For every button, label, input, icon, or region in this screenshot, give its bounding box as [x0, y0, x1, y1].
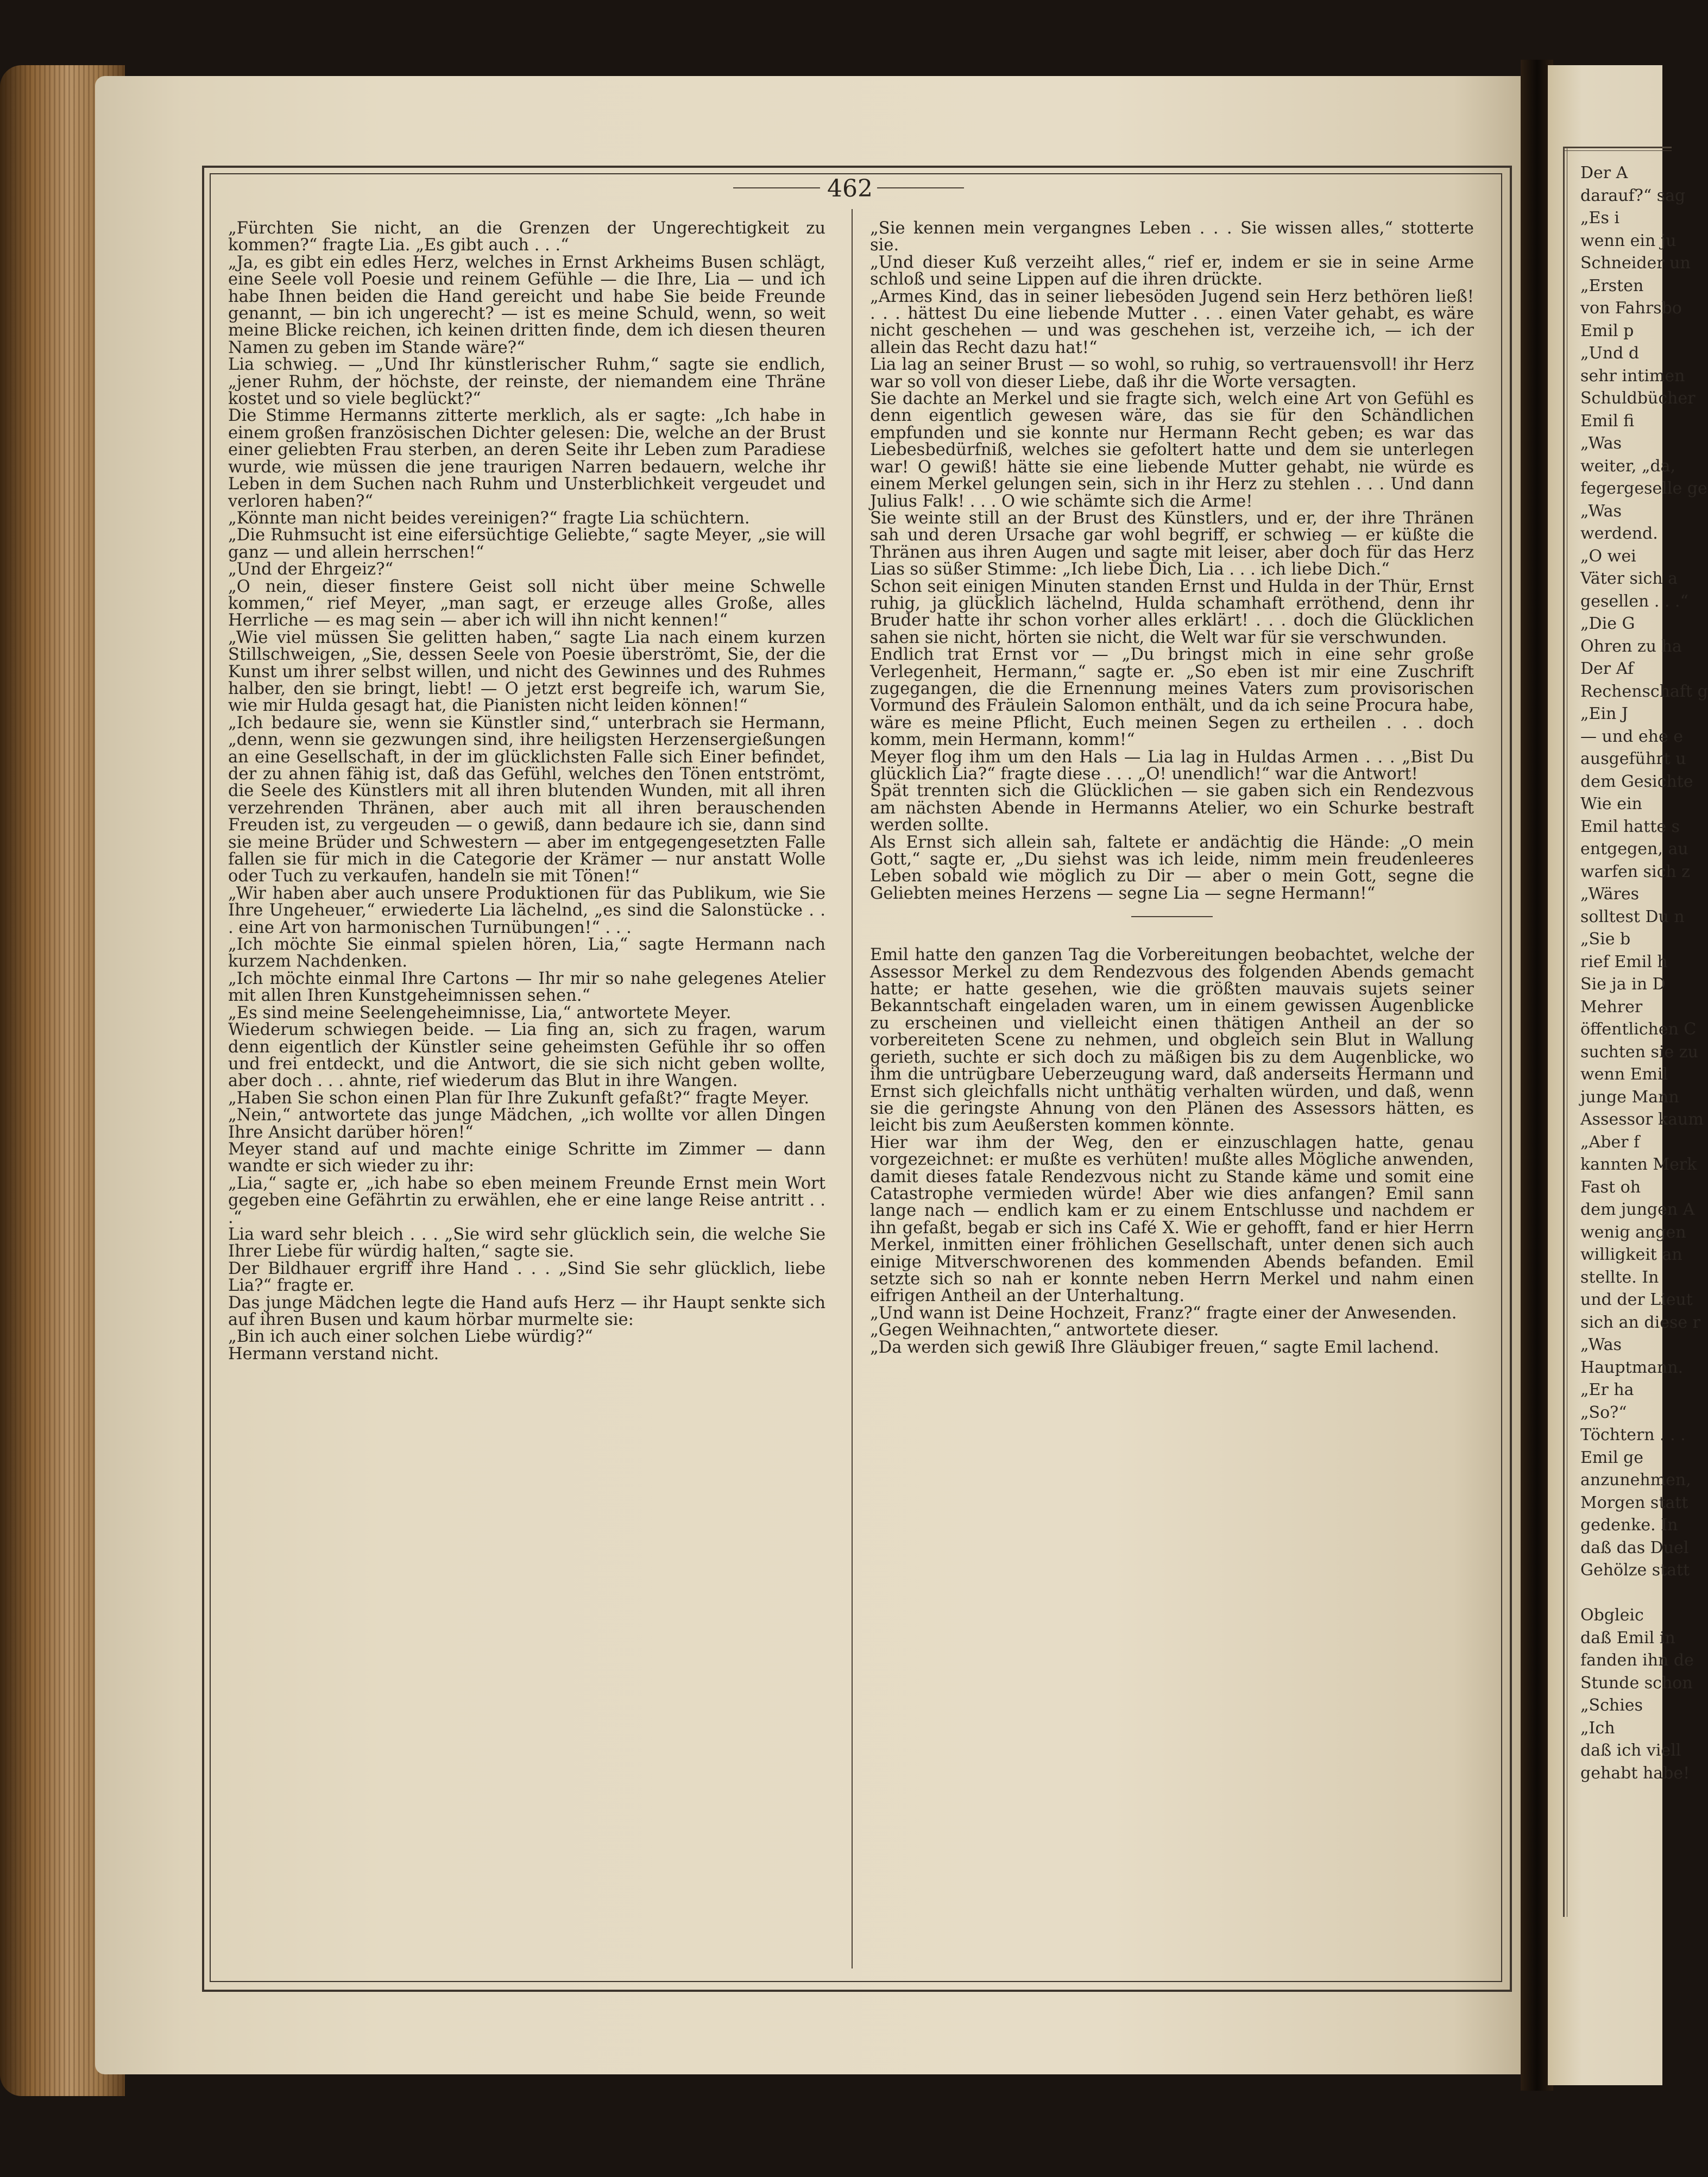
fragment-line: „Wäres [1580, 885, 1640, 904]
paragraph: „Und der Ehrgeiz?“ [228, 560, 394, 579]
fragment-line: werdend. [1580, 524, 1658, 543]
fragment-line: „Die G [1580, 614, 1635, 633]
paragraph: Als Ernst sich allein sah, faltete er andächtig die Hände: „O mein Gott,“ sagte er, „Du siehst was ich leide, nimm mein freudenleeres Leben sobald wie möglich zu Dir — aber o mein Gott, segne die Geliebten meines Herzens — segne Lia — segne Hermann!“ [870, 832, 1474, 903]
fragment-line: Hauptmann. [1580, 1358, 1684, 1377]
right-column [870, 220, 1474, 1356]
paragraph: Schon seit einigen Minuten standen Ernst und Hulda in der Thür, Ernst ruhig, ja glücklich lächelnd, Hulda schamhaft erröthend, denn ihr Bruder hatte ihr schon vorher alles erklärt! . . . doch die Glücklichen sahen sie nicht, hörten sie nicht, die Welt war für sie verschwunden. [870, 577, 1474, 647]
fragment-line: „Ein J [1580, 704, 1628, 723]
fragment-line: „Es i [1580, 209, 1619, 228]
fragment-line: „Und d [1580, 344, 1640, 363]
paragraph: Wiederum schwiegen beide. — Lia fing an, sich zu fragen, warum denn eigentlich der Künstler seine geheimsten Gefühle ihr so offen und frei entdeckt, und die Antwort, die sie sich nicht geben wollte, aber doch . . . ahnte, rief wiederum das Blut in ihre Wangen. [228, 1020, 825, 1091]
fragment-line: Wie ein [1580, 794, 1642, 813]
fragment-line: und der Lieut [1580, 1290, 1693, 1309]
paragraph: „Könnte man nicht beides vereinigen?“ fragte Lia schüchtern. [228, 508, 750, 528]
paragraph: Sie weinte still an der Brust des Künstlers, und er, der ihre Thränen sah und deren Ursache gar wohl begriff, er schwieg — er küßte die Thränen aus ihren Augen und sagte mit leiser, aber doch für das Herz Lias so süßer Stimme: „Ich liebe Dich, Lia . . . ich liebe Dich.“ [870, 508, 1474, 579]
fragment-line: junge Mann [1580, 1087, 1679, 1107]
fragment-line: Stunde schon [1580, 1673, 1693, 1693]
fragment-line: sehr intimen [1580, 366, 1685, 386]
paragraph: Sie dachte an Merkel und sie fragte sich, welch eine Art von Gefühl es denn eigentlich gewesen wäre, das sie für den Schändlichen empfunden und sie konnte nur Hermann Recht geben; es war das Liebesbedürfniß, welches sie gefoltert hatte und dem sie unterlegen war! O gewiß! hätte sie eine liebende Mutter gehabt, nie würde es einem Merkel gelungen sein, sich in ihr Herz zu stehlen . . . Und dann Julius Falk! . . . O wie schämte sich die Arme! [870, 389, 1474, 511]
fragment-line: „Ersten [1580, 276, 1644, 295]
fragment-line: suchten sie zu [1580, 1042, 1698, 1062]
fragment-line: fegergeselle ge [1580, 479, 1707, 498]
fragment-line: anzunehmen, [1580, 1471, 1691, 1490]
fragment-line: Gehölze statt [1580, 1561, 1690, 1580]
paragraph: „Ich bedaure sie, wenn sie Künstler sind,“ unterbrach sie Hermann, „denn, wenn sie gezwungen sind, ihre heiligsten Herzensergießungen an eine Gesellschaft, in der im glücklichsten Falle sich Einer befindet, der zu ahnen fähig ist, daß das Gefühl, welches den Tönen entströmt, die Seele des Künstlers mit all ihren blutenden Wunden, mit all ihren verzehrenden Thränen, aber auch mit all ihren berauschenden Freuden ist, zu vergeuden — o gewiß, dann bedaure ich sie, dann sind sie meine Brüder und Schwestern — aber im entgegengesetzten Falle fallen sie für mich in die Categorie der Krämer — nur anstatt Wolle oder Tuch zu verkaufen, handeln sie mit Tönen!“ [228, 713, 825, 886]
fragment-line: Emil hatte s [1580, 817, 1680, 836]
paragraph: Hier war ihm der Weg, den er einzuschlagen hatte, genau vorgezeichnet: er mußte es verhüten! mußte alles Mögliche anwenden, damit dieses fatale Rendezvous nicht zu Stande käme und somit eine Catastrophe vermieden würde! Aber wie dies anfangen? Emil sann lange nach — endlich kam er zu einem Entschlusse und nachdem er ihn gefaßt, begab er sich ins Café X. Wie er gehofft, fand er hier Herrn Merkel, inmitten einer fröhlichen Gesellschaft, unter denen sich auch einige Mitverschworenen des kommenden Abends befanden. Emil setzte sich so nah er konnte neben Herrn Merkel und nahm einen eifrigen Antheil an der Unterhaltung. [870, 1133, 1474, 1306]
fragment-line: rief Emil h [1580, 952, 1668, 971]
fragment-line: sich an diese r [1580, 1312, 1700, 1332]
fragment-line: ausgeführt u [1580, 749, 1686, 768]
fragment-line: kannten Merk [1580, 1155, 1697, 1174]
fragment-line: Der A [1580, 163, 1628, 182]
fragment-line: „Ich [1580, 1718, 1615, 1738]
fragment-line: „Was [1580, 434, 1622, 453]
fragment-line: daß das Duel [1580, 1538, 1689, 1557]
fragment-line: Emil p [1580, 321, 1634, 340]
fragment-line: „So?“ [1580, 1403, 1627, 1422]
fragment-line: darauf?“ sag [1580, 186, 1686, 205]
paragraph: „Ich möchte Sie einmal spielen hören, Lia,“ sagte Hermann nach kurzem Nachdenken. [228, 935, 825, 971]
paragraph: „Ja, es gibt ein edles Herz, welches in Ernst Arkheims Busen schlägt, eine Seele voll Poesie und reinem Gefühle — die Ihre, Lia — und ich habe Ihnen beiden die Hand gereicht und habe Sie beide Freunde genannt, — bin ich ungerecht? — ist es meine Schuld, wenn, so weit meine Blicke reichen, ich keinen dritten finde, dem ich diesen theuren Namen zu geben im Stande wäre?“ [228, 253, 825, 357]
fragment-line: „Schies [1580, 1696, 1643, 1715]
fragment-line: Morgen statt [1580, 1493, 1688, 1512]
fragment-line: willigkeit an [1580, 1245, 1682, 1264]
fragment-line [1580, 1582, 1689, 1605]
fragment-line: gedenke. In [1580, 1516, 1678, 1535]
paragraph: Endlich trat Ernst vor — „Du bringst mich in eine sehr große Verlegenheit, Hermann,“ sagte er. „So eben ist mir eine Zuschrift zugegangen, die die Ernennung meines Vaters zum provisorischen Vormund des Fräulein Salomon enthält, und da ich seine Procura habe, wäre es meine Pflicht, Euch meinen Segen zu ertheilen . . . doch komm, mein Hermann, komm!“ [870, 645, 1474, 750]
fragment-line: Sie ja in D [1580, 975, 1666, 994]
fragment-line: Töchtern . . . [1580, 1425, 1686, 1444]
paragraph: „Ich möchte einmal Ihre Cartons — Ihr mir so nahe gelegenes Atelier mit allen Ihren Kunstgeheimnissen sehen.“ [228, 969, 825, 1006]
fragment-line: wenig angen [1580, 1222, 1686, 1242]
paragraph: „Sie kennen mein vergangnes Leben . . . Sie wissen alles,“ stotterte sie. [870, 219, 1474, 255]
header-rule-right [877, 187, 964, 188]
fragment-line: „Sie b [1580, 930, 1631, 949]
left-column [228, 220, 825, 1362]
paragraph: „Und dieser Kuß verzeiht alles,“ rief er, indem er sie in seine Arme schloß und seine Lippen auf die ihren drückte. [870, 253, 1474, 289]
paragraph: „Wir haben aber auch unsere Produktionen für das Publikum, wie Sie Ihre Ungeheuer,“ erwiederte Lia lächelnd, „es sind die Salonstücke . . . eine Art von harmonischen Turnübungen!“ . . . [228, 884, 825, 937]
column-divider [852, 209, 853, 1968]
paragraph: „Gegen Weihnachten,“ antwortete dieser. [870, 1321, 1219, 1340]
fragment-line: „Er ha [1580, 1380, 1634, 1399]
fragment-line: Väter sich a [1580, 569, 1678, 588]
paragraph: Meyer stand auf und machte einige Schritte im Zimmer — dann wandte er sich wieder zu ihr: [228, 1139, 825, 1176]
fragment-line: Emil fi [1580, 411, 1635, 431]
page-number: 462 [827, 175, 873, 203]
fragment-line: solltest Du n [1580, 907, 1685, 926]
fragment-line: weiter, „da, [1580, 456, 1676, 476]
fragment-line: gehabt habe! [1580, 1763, 1690, 1783]
right-column-bottom [870, 946, 1474, 1356]
paragraph: Lia schwieg. — „Und Ihr künstlerischer Ruhm,“ sagte sie endlich, „jener Ruhm, der höchste, der reinste, der niemandem eine Thräne kostet und so viele beglückt?“ [228, 355, 825, 409]
fragment-line: Mehrer [1580, 997, 1643, 1017]
fragment-line: gesellen . . .“ [1580, 591, 1688, 611]
paragraph: „Lia,“ sagte er, „ich habe so eben meinem Freunde Ernst mein Wort gegeben eine Gefährtin zu erwählen, ehe er eine lange Reise antritt . . .“ [228, 1173, 825, 1227]
fragment-line: dem Gesichte [1580, 772, 1693, 791]
next-page-text-fragments [1580, 162, 1708, 1784]
fragment-line: Assessor kaum [1580, 1110, 1704, 1129]
fragment-line: wenn ein ju [1580, 231, 1677, 250]
fragment-line: Schneider un [1580, 254, 1691, 273]
paragraph: „Armes Kind, das in seiner liebesöden Jugend sein Herz bethören ließ! . . . hättest Du eine liebende Mutter . . . einen Vater gehabt, es wäre nicht geschehen — und was geschehen ist, verzeihe ich, — ich der allein das Recht dazu hat!“ [870, 287, 1474, 357]
fragment-line: Emil ge [1580, 1448, 1644, 1467]
paragraph: Lia lag an seiner Brust — so wohl, so ruhig, so vertrauensvoll! ihr Herz war so voll von dieser Liebe, daß ihr die Worte versagten. [870, 355, 1474, 392]
header-rule-left [733, 187, 820, 188]
paragraph: Meyer flog ihm um den Hals — Lia lag in Huldas Armen . . . „Bist Du glücklich Lia?“ fragte diese . . . „O! unendlich!“ war die Antwort! [870, 747, 1474, 784]
fragment-line: „O wei [1580, 546, 1636, 566]
fragment-line: öffentlichen C [1580, 1020, 1697, 1039]
fragment-line: „Aber f [1580, 1132, 1640, 1152]
paragraph: Spät trennten sich die Glücklichen — sie gaben sich ein Rendezvous am nächsten Abende in Hermanns Atelier, wo ein Schurke bestraft werden sollte. [870, 781, 1474, 835]
paragraph: „Und wann ist Deine Hochzeit, Franz?“ fragte einer der Anwesenden. [870, 1303, 1457, 1323]
fragment-line: stellte. In [1580, 1267, 1659, 1287]
paragraph: „Wie viel müssen Sie gelitten haben,“ sagte Lia nach einem kurzen Stillschweigen, „Sie, dessen Seele von Poesie überströmt, Sie, der die Kunst um ihrer selbst willen, und nicht des Gewinnes und des Ruhmes halber, den sie bringt, liebt! — O jetzt erst begreife ich, warum Sie, wie mir Hulda gesagt hat, die Pianisten nicht leiden können!“ [228, 628, 825, 716]
fragment-line: von Fahrsbo [1580, 299, 1682, 318]
section-separator [1131, 916, 1213, 917]
fragment-line: warfen sich z [1580, 862, 1691, 881]
fragment-line: daß Emil in [1580, 1628, 1675, 1648]
fragment-line: daß ich viell [1580, 1741, 1681, 1760]
fragment-line: entgegen, au [1580, 840, 1688, 859]
paragraph: Emil hatte den ganzen Tag die Vorbereitungen beobachtet, welche der Assessor Merkel zu dem Rendezvous des folgenden Abends gemacht hatte; er hatte gesehen, wie die größten mauvais sujets seiner Bekanntschaft eingeladen waren, um in einem gewissen Augenblicke zu erscheinen und vielleicht einen thätigen Antheil an der so vorbereiteten Scene zu nehmen, und obgleich sein Blut in Wallung gerieth, suchte er sich doch zu mäßigen bis zu dem Augenblicke, wo ihm die untrügbare Ueberzeugung ward, daß anderseits Hermann und Ernst sich gleichfalls nicht unthätig verhalten würden, und daß, wenn sie die geringste Ahnung von den Plänen des Assessors hätten, es leicht bis zum Aeußersten kommen könnte. [870, 945, 1474, 1135]
paragraph: Hermann verstand nicht. [228, 1344, 439, 1364]
paragraph: „Fürchten Sie nicht, an die Grenzen der Ungerechtigkeit zu kommen?“ fragte Lia. „Es gibt auch . . .“ [228, 219, 825, 255]
fragment-line: Obgleic [1580, 1606, 1644, 1625]
fragment-line: fanden ihn de [1580, 1651, 1694, 1670]
fragment-line: Rechenschaft g [1580, 682, 1708, 701]
next-page-edge [1548, 65, 1708, 2085]
fragment-line: dem jungen A [1580, 1200, 1695, 1219]
fragment-line: „Was [1580, 1335, 1622, 1354]
fragment-line: Ohren zu ha [1580, 636, 1682, 656]
fragment-line: wenn Emil [1580, 1065, 1668, 1084]
fragment-line: Schuldbücher [1580, 389, 1696, 408]
paragraph: „Haben Sie schon einen Plan für Ihre Zukunft gefaßt?“ fragte Meyer. [228, 1088, 810, 1108]
fragment-line: „Was [1580, 501, 1622, 521]
paragraph: Lia ward sehr bleich . . . „Sie wird sehr glücklich sein, die welche Sie Ihrer Liebe für würdig halten,“ sagte sie. [228, 1225, 825, 1261]
fragment-line: Fast oh [1580, 1177, 1641, 1197]
paragraph: „Es sind meine Seelengeheimnisse, Lia,“ antwortete Meyer. [228, 1003, 732, 1023]
right-column-top [870, 220, 1474, 902]
paragraph: Die Stimme Hermanns zitterte merklich, als er sagte: „Ich habe in einem großen französischen Dichter gelesen: Die, welche an der Brust einer geliebten Frau sterben, an deren Seite ihr Leben zum Paradiese wurde, wie müssen die jene traurigen Narren bedauern, welche ihr Leben in dem Suchen nach Ruhm und Unsterblichkeit vergeudet und verloren haben?“ [228, 406, 825, 511]
paragraph: „Bin ich auch einer solchen Liebe würdig?“ [228, 1327, 593, 1347]
paragraph: „Da werden sich gewiß Ihre Gläubiger freuen,“ sagte Emil lachend. [870, 1337, 1439, 1357]
paragraph: Das junge Mädchen legte die Hand aufs Herz — ihr Haupt senkte sich auf ihren Busen und kaum hörbar murmelte sie: [228, 1293, 825, 1329]
paragraph: Der Bildhauer ergriff ihre Hand . . . „Sind Sie sehr glücklich, liebe Lia?“ fragte er. [228, 1259, 825, 1296]
paragraph: „Nein,“ antwortete das junge Mädchen, „ich wollte vor allen Dingen Ihre Ansicht darüber hören!“ [228, 1106, 825, 1142]
paragraph: „Die Ruhmsucht ist eine eifersüchtige Geliebte,“ sagte Meyer, „sie will ganz — und allein herrschen!“ [228, 526, 825, 562]
fragment-line: — und ehe e [1580, 727, 1684, 746]
paragraph: „O nein, dieser finstere Geist soll nicht über meine Schwelle kommen,“ rief Meyer, „man sagt, er erzeuge alles Große, alles Herrliche — es mag sein — aber ich will ihn nicht kennen!“ [228, 577, 825, 630]
fragment-line: Der Af [1580, 659, 1634, 678]
